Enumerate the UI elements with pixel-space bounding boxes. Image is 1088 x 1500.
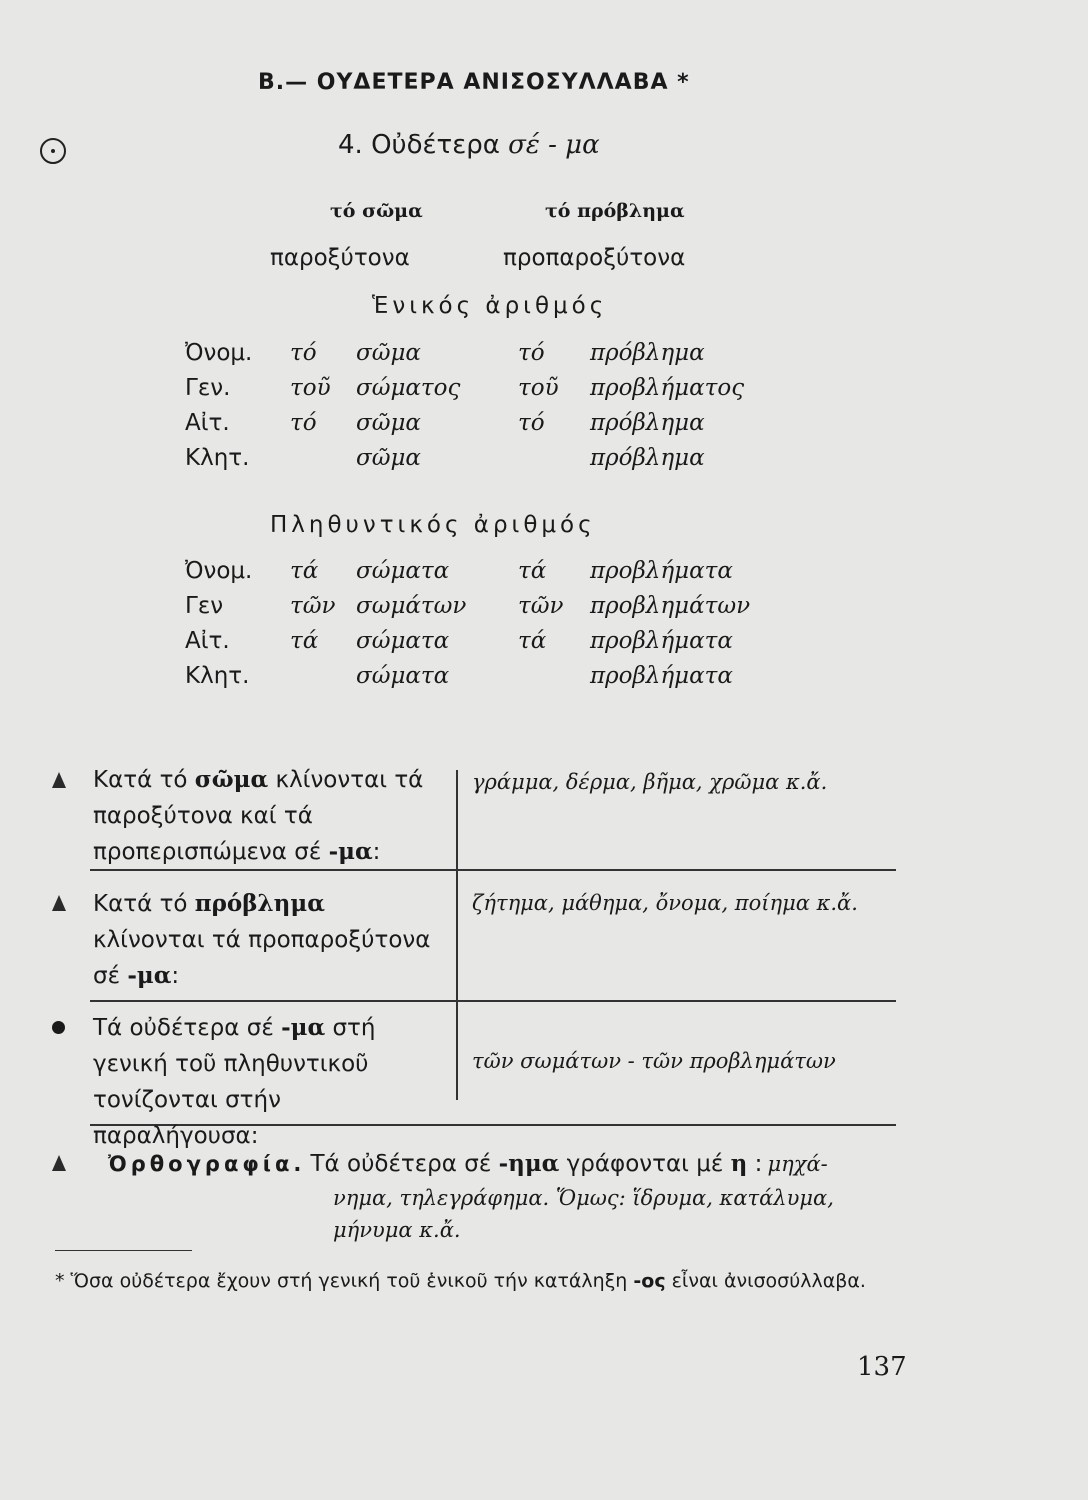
declension-case-cell: Κλητ. [185, 663, 250, 689]
rule-2-text [93, 886, 443, 994]
declension-art-cell: τά [290, 628, 319, 654]
declension-form-cell: σωμάτων [356, 593, 467, 619]
theta-marker-icon [40, 138, 66, 164]
bullet-marker-icon [52, 1021, 65, 1034]
rule-2-end: : [171, 963, 180, 989]
declension-art-cell: τό [518, 410, 545, 436]
rule-1-end: : [372, 839, 381, 865]
declension-case-cell: Γεν. [185, 375, 231, 401]
rule-1-bold2: -μα [328, 838, 373, 865]
rule-3-examples: τῶν σωμάτων - τῶν προβλημάτων [472, 1049, 836, 1073]
orthography-pre: Τά οὐδέτερα σέ [310, 1151, 499, 1177]
model-word-1: τό σῶμα [330, 200, 423, 222]
rule-1-examples: γράμμα, δέρμα, βῆμα, χρῶμα κ.ἄ. [472, 770, 828, 794]
orthography-line-3: μήνυμα κ.ἄ. [333, 1218, 461, 1242]
rule-1-text [93, 762, 443, 870]
declension-art-cell: τά [518, 628, 547, 654]
declension-art-cell: τῶν [518, 593, 564, 619]
declension-art-cell: τό [518, 340, 545, 366]
accent-label-2: προπαροξύτονα [503, 245, 686, 271]
lesson-title [338, 130, 600, 160]
rule-2-pre: Κατά τό [93, 891, 195, 917]
orthography-mid: γράφονται μέ [559, 1151, 731, 1177]
declension-art-cell: τά [290, 558, 319, 584]
footnote [55, 1266, 905, 1296]
declension-form-cell: σῶμα [356, 410, 421, 436]
declension-form-cell: προβλήματα [590, 628, 733, 654]
declension-form-cell: προβλήματα [590, 558, 733, 584]
section-title: Β.— ΟΥΔΕΤΕΡΑ ΑΝΙΣΟΣΥΛΛΑΒΑ * [258, 70, 690, 95]
declension-form-cell: προβλήματος [590, 375, 745, 401]
declension-art-cell: τό [290, 340, 317, 366]
rule-2-bold2: -μα [127, 962, 172, 989]
footnote-bold: -ος [633, 1270, 666, 1292]
declension-form-cell: σώματος [356, 375, 461, 401]
rule-2-post: κλίνονται τά προπαροξύτονα σέ [93, 927, 431, 989]
declension-case-cell: Αἰτ. [185, 410, 230, 436]
rule-1-pre: Κατά τό [93, 767, 195, 793]
lesson-title-suffix: σέ - μα [508, 130, 600, 160]
orthography-line-1 [108, 1150, 828, 1177]
declension-art-cell: τῶν [290, 593, 336, 619]
declension-form-cell: πρόβλημα [590, 410, 705, 436]
lesson-number: 4. [338, 130, 363, 160]
footnote-post: εἶναι ἀνισοσύλλαβα. [665, 1270, 866, 1292]
triangle-marker-icon [52, 772, 66, 788]
orthography-bold: -ημα [498, 1150, 560, 1177]
declension-case-cell: Αἰτ. [185, 628, 230, 654]
triangle-marker-icon [52, 895, 66, 911]
rule-1-bold: σῶμα [194, 766, 269, 793]
model-word-2: τό πρόβλημα [545, 200, 685, 222]
rule-3-text [93, 1010, 443, 1154]
rule-3-post: στή γενική τοῦ πληθυντικοῦ τονίζονται στήν παραλήγουσα [93, 1015, 376, 1149]
declension-form-cell: σώματα [356, 628, 450, 654]
rules-divider [456, 770, 458, 1100]
declension-form-cell: προβλήματα [590, 663, 733, 689]
declension-case-cell: Γεν [185, 593, 224, 619]
declension-case-cell: Ὀνομ. [185, 558, 253, 584]
plural-heading: Πληθυντικός ἀριθμός [270, 512, 596, 538]
declension-art-cell: τά [518, 558, 547, 584]
singular-heading: Ἑνικός ἀριθμός [372, 293, 608, 319]
orthography-line-2: νημα, τηλεγράφημα. Ὅμως: ἵδρυμα, κατάλυμα, [333, 1186, 834, 1210]
declension-case-cell: Ὀνομ. [185, 340, 253, 366]
lesson-title-main: Οὐδέτερα [371, 130, 500, 160]
declension-form-cell: σώματα [356, 558, 450, 584]
declension-form-cell: σώματα [356, 663, 450, 689]
declension-form-cell: πρόβλημα [590, 340, 705, 366]
declension-art-cell: τό [290, 410, 317, 436]
declension-art-cell: τοῦ [290, 375, 331, 401]
rule-2-examples: ζήτημα, μάθημα, ὄνομα, ποίημα κ.ἄ. [472, 891, 858, 915]
declension-case-cell: Κλητ. [185, 445, 250, 471]
footnote-pre: * Ὅσα οὐδέτερα ἔχουν στή γενική τοῦ ἑνικοῦ τήν κατάληξη [55, 1270, 634, 1292]
rule-3-pre: Τά οὐδέτερα σέ [93, 1015, 282, 1041]
declension-form-cell: σῶμα [356, 445, 421, 471]
declension-form-cell: προβλημάτων [590, 593, 751, 619]
orthography-bold2: η [730, 1150, 748, 1177]
declension-form-cell: σῶμα [356, 340, 421, 366]
declension-art-cell: τοῦ [518, 375, 559, 401]
triangle-marker-icon [52, 1155, 66, 1171]
rule-2-bold: πρόβλημα [194, 890, 325, 917]
accent-label-1: παροξύτονα [270, 245, 410, 271]
page-number: 137 [857, 1352, 907, 1382]
declension-form-cell: πρόβλημα [590, 445, 705, 471]
rule-3-bold: -μα [281, 1014, 326, 1041]
rule-1-post: κλίνονται τά παροξύτονα καί τά προπερισπώμενα σέ [93, 767, 424, 865]
orthography-example-1: μηχά- [767, 1152, 828, 1176]
orthography-end: : [747, 1151, 763, 1177]
rule-separator-2 [90, 1000, 896, 1002]
footnote-divider [55, 1250, 192, 1251]
orthography-label: Ὀρθογραφία. [108, 1152, 306, 1176]
rule-3-end: : [250, 1123, 259, 1149]
